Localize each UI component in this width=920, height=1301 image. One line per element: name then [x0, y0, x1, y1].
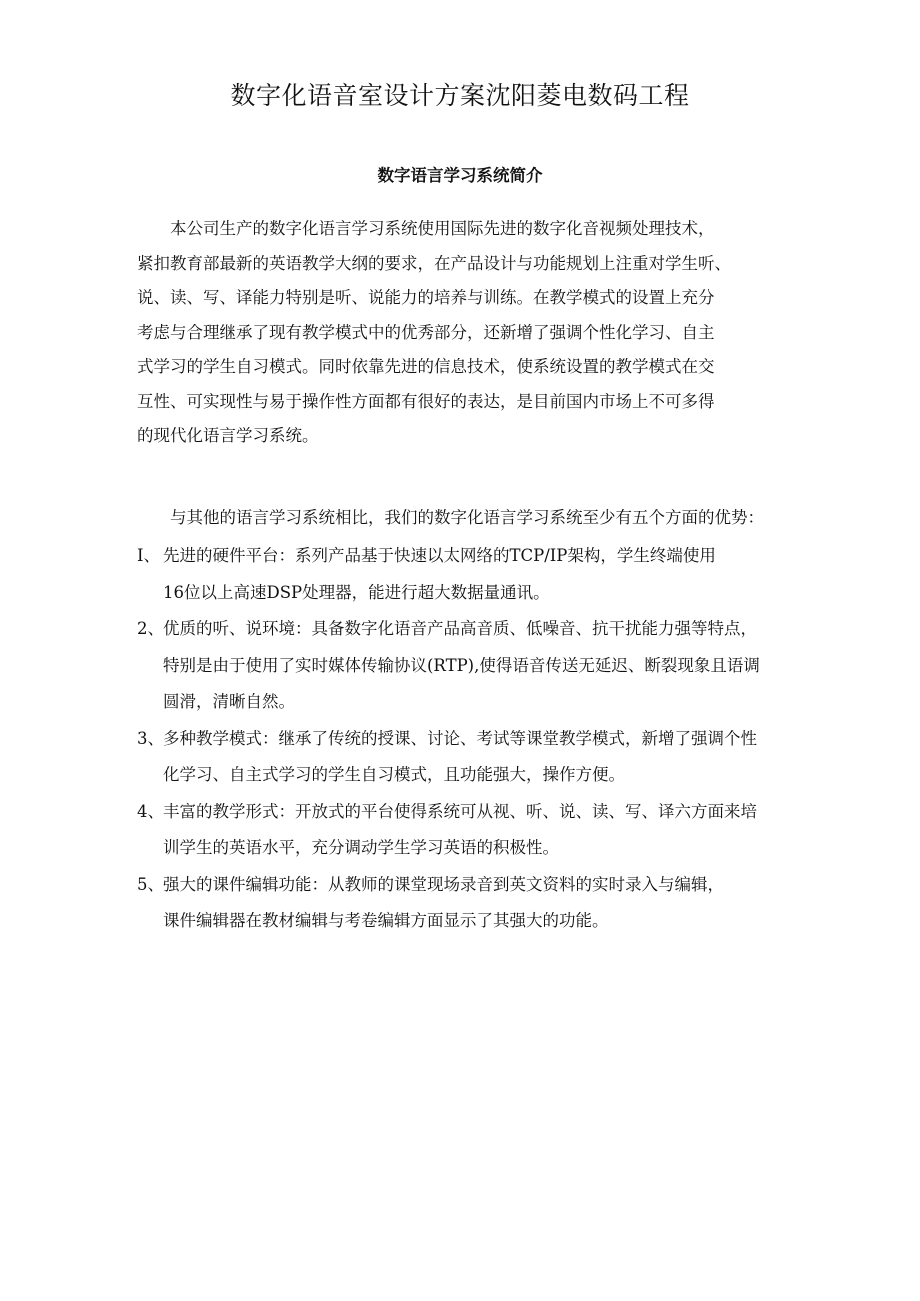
advantages-lead: 与其他的语言学习系统相比，我们的数字化语言学习系统至少有五个方面的优势： [170, 508, 764, 527]
intro-line: 互性、可实现性与易于操作性方面都有很好的表达，是目前国内市场上不可多得 [137, 391, 715, 411]
advantage-line: 先进的硬件平台：系列产品基于快速以太网络的TCP/IP架构，学生终端使用 [163, 546, 716, 565]
advantage-line: 多种教学模式：继承了传统的授课、讨论、考试等课堂教学模式，新增了强调个性 [163, 728, 757, 748]
section-subtitle: 数字语言学习系统简介 [377, 166, 543, 185]
advantage-number: 4、 [137, 801, 164, 821]
advantage-line: 课件编辑器在教材编辑与考卷编辑方面显示了其强大的功能。 [163, 911, 609, 930]
advantage-item [137, 721, 797, 794]
advantage-number: I、 [137, 546, 161, 565]
advantage-line: 特别是由于使用了实时媒体传输协议(RTP),使得语音传送无延迟、断裂现象且语调 [163, 655, 760, 675]
advantage-number: 5、 [137, 874, 164, 894]
advantage-item [137, 611, 797, 721]
intro-line: 的现代化语言学习系统。 [137, 426, 319, 445]
advantage-item [137, 794, 797, 867]
advantage-line: 化学习、自主式学习的学生自习模式，且功能强大，操作方便。 [163, 765, 625, 784]
intro-line: 说、读、写、译能力特别是听、说能力的培养与训练。在教学模式的设置上充分 [137, 288, 715, 307]
intro-paragraph [137, 212, 792, 454]
advantage-number: 3、 [137, 728, 164, 748]
intro-line: 考虑与合理继承了现有教学模式中的优秀部分，还新增了强调个性化学习、自主 [137, 322, 715, 342]
intro-line: 式学习的学生自习模式。同时依靠先进的信息技术，使系统设置的教学模式在交 [137, 357, 715, 376]
advantage-line: 训学生的英语水平，充分调动学生学习英语的积极性。 [163, 838, 559, 857]
advantage-line: 16位以上高速DSP处理器，能进行超大数据量通讯。 [163, 582, 550, 602]
advantage-item [137, 867, 797, 940]
advantage-item [137, 538, 797, 611]
advantage-line: 强大的课件编辑功能：从教师的课堂现场录音到英文资料的实时录入与编辑， [163, 874, 724, 894]
intro-line: 本公司生产的数字化语言学习系统使用国际先进的数字化音视频处理技术， [170, 219, 715, 238]
advantage-number: 2、 [137, 619, 164, 638]
advantage-line: 圆滑，清晰自然。 [163, 692, 295, 711]
document-title: 数字化语音室设计方案沈阳菱电数码工程 [230, 81, 690, 110]
advantage-line: 丰富的教学形式：开放式的平台使得系统可从视、听、说、读、写、译六方面来培 [163, 801, 757, 821]
advantages-list [137, 538, 797, 940]
intro-line: 紧扣教育部最新的英语教学大纲的要求，在产品设计与功能规划上注重对学生听、 [137, 253, 731, 273]
advantage-line: 优质的听、说环境：具备数字化语音产品高音质、低噪音、抗干扰能力强等特点， [163, 619, 757, 638]
